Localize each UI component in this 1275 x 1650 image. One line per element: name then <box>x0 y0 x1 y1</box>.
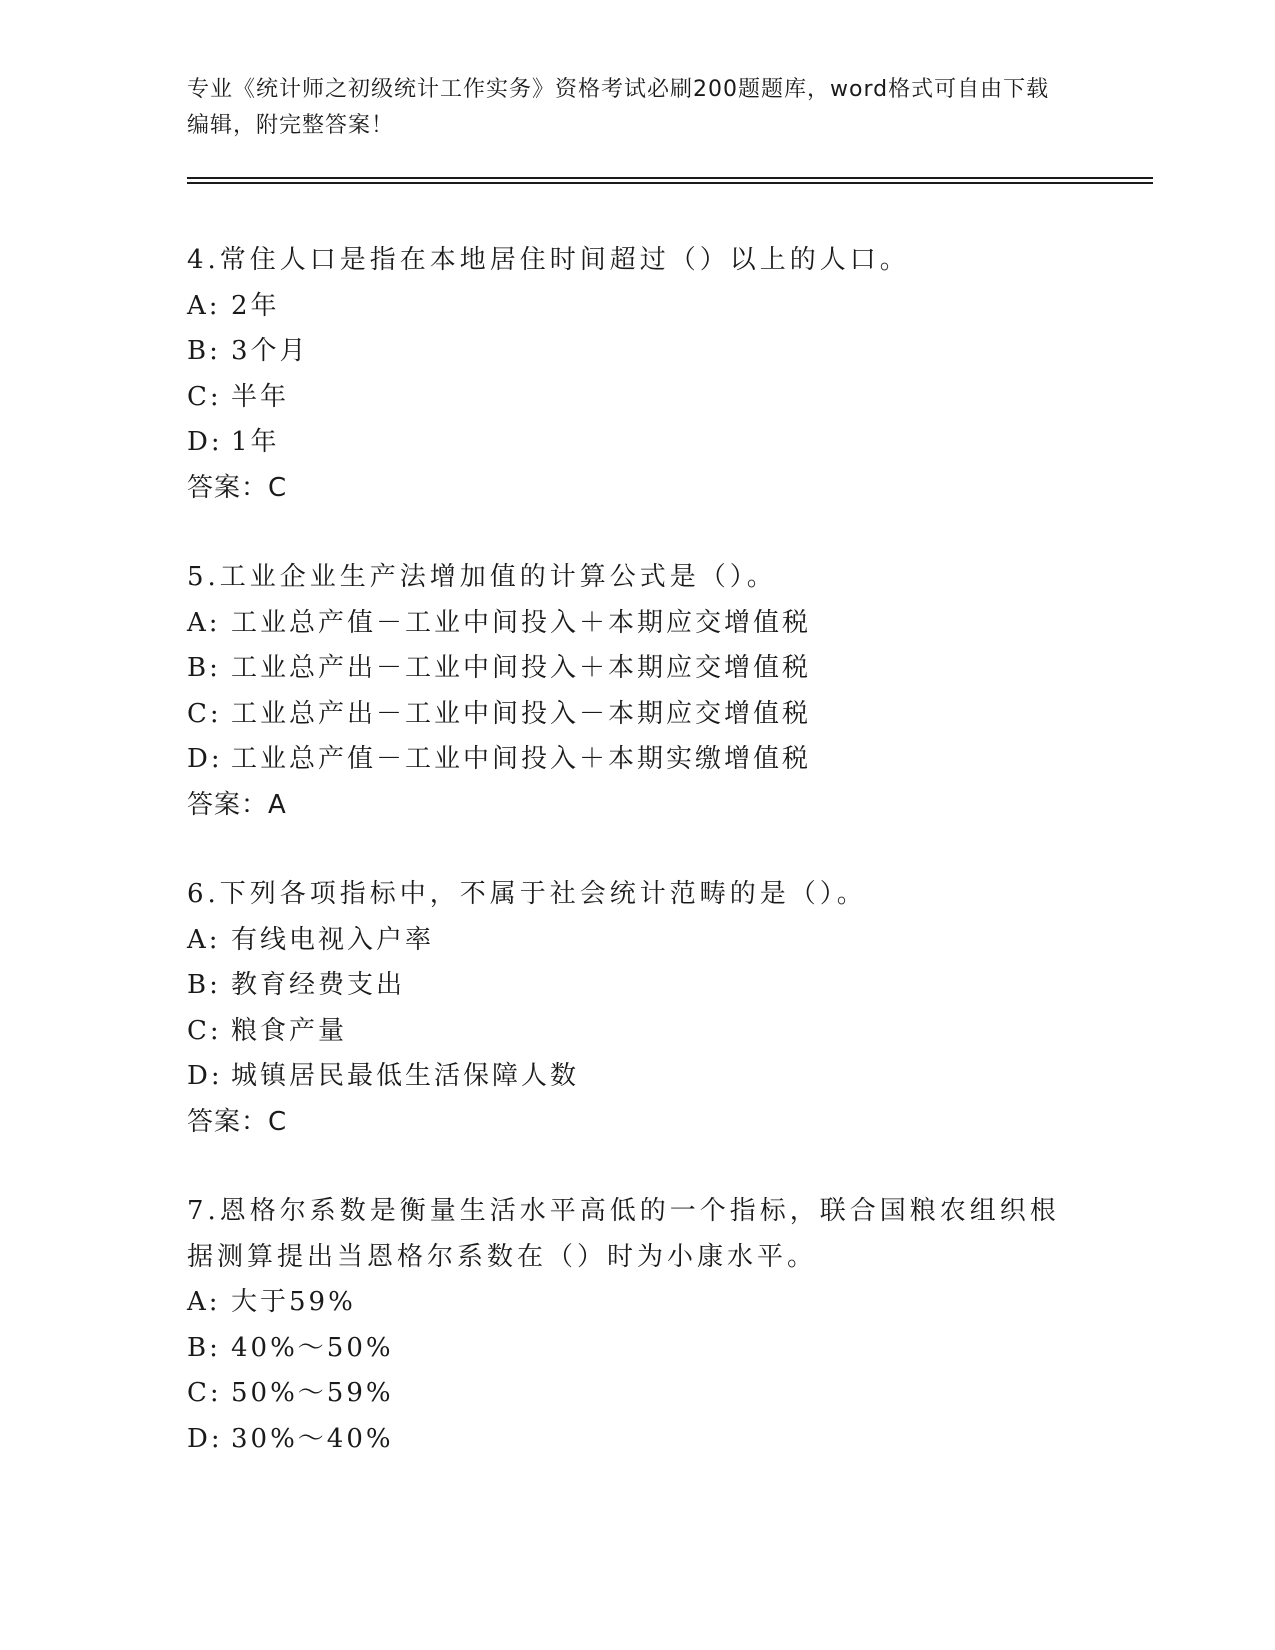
option-a <box>187 918 1087 964</box>
option-c <box>187 1371 1087 1417</box>
option-c <box>187 375 1087 421</box>
option-key: C: <box>187 698 222 729</box>
option-b <box>187 1326 1087 1372</box>
option-text: 工业总产值－工业中间投入＋本期实缴增值税 <box>231 744 812 774</box>
option-text: 40%～50% <box>231 1332 394 1363</box>
option-a <box>187 601 1087 647</box>
question-stem: 7.恩格尔系数是衡量生活水平高低的一个指标，联合国粮农组织根据测算提出当恩格尔系数在（）时为小康水平。 <box>187 1196 1060 1272</box>
question-stem: 6.下列各项指标中，不属于社会统计范畴的是（）。 <box>187 879 867 909</box>
option-key: D: <box>187 427 223 457</box>
option-d <box>187 737 1087 783</box>
question-7 <box>187 1189 1087 1462</box>
question-5 <box>187 555 1087 828</box>
option-key: B: <box>187 1332 221 1363</box>
option-b <box>187 963 1087 1009</box>
option-key: A: <box>187 607 221 638</box>
option-b <box>187 646 1087 692</box>
header-divider-top <box>187 177 1153 179</box>
option-key: C: <box>187 1015 222 1046</box>
option-key: B: <box>187 653 221 683</box>
question-list <box>187 238 1087 1506</box>
header-divider-bottom <box>187 182 1153 184</box>
option-text: 教育经费支出 <box>231 970 406 1000</box>
answer-line: 答案：A <box>187 789 287 820</box>
question-stem: 5.工业企业生产法增加值的计算公式是（）。 <box>187 562 777 592</box>
option-key: B: <box>187 970 221 1000</box>
option-text: 工业总产出－工业中间投入＋本期应交增值税 <box>231 653 812 683</box>
option-text: 半年 <box>231 381 290 412</box>
option-text: 2年 <box>231 290 280 321</box>
option-b <box>187 329 1087 375</box>
option-d <box>187 1417 1087 1463</box>
option-key: B: <box>187 336 221 366</box>
answer-line: 答案：C <box>187 1106 288 1137</box>
option-text: 城镇居民最低生活保障人数 <box>231 1061 580 1091</box>
option-c <box>187 1009 1087 1055</box>
option-text: 粮食产量 <box>231 1015 348 1046</box>
question-4 <box>187 238 1087 511</box>
option-d <box>187 420 1087 466</box>
option-text: 50%～59% <box>231 1378 394 1408</box>
option-key: C: <box>187 1378 222 1408</box>
option-key: A: <box>187 1287 221 1317</box>
document-header: 专业《统计师之初级统计工作实务》资格考试必刷200题题库，word格式可自由下载编辑，附完整答案！ <box>187 77 1050 138</box>
option-c <box>187 692 1087 738</box>
option-a <box>187 1280 1087 1326</box>
option-d <box>187 1054 1087 1100</box>
option-key: D: <box>187 1061 223 1091</box>
answer-line: 答案：C <box>187 472 288 503</box>
option-text: 大于59% <box>231 1287 356 1317</box>
option-text: 30%～40% <box>231 1423 394 1454</box>
option-text: 工业总产出－工业中间投入－本期应交增值税 <box>231 698 812 729</box>
question-6 <box>187 872 1087 1145</box>
option-key: A: <box>187 924 221 955</box>
option-text: 有线电视入户率 <box>231 924 435 955</box>
option-a <box>187 284 1087 330</box>
question-stem: 4.常住人口是指在本地居住时间超过（）以上的人口。 <box>187 245 910 275</box>
option-text: 3个月 <box>231 336 309 366</box>
option-key: C: <box>187 381 222 412</box>
option-text: 工业总产值－工业中间投入＋本期应交增值税 <box>231 607 812 638</box>
option-text: 1年 <box>231 427 280 457</box>
option-key: D: <box>187 1423 223 1454</box>
option-key: A: <box>187 290 221 321</box>
option-key: D: <box>187 744 223 774</box>
